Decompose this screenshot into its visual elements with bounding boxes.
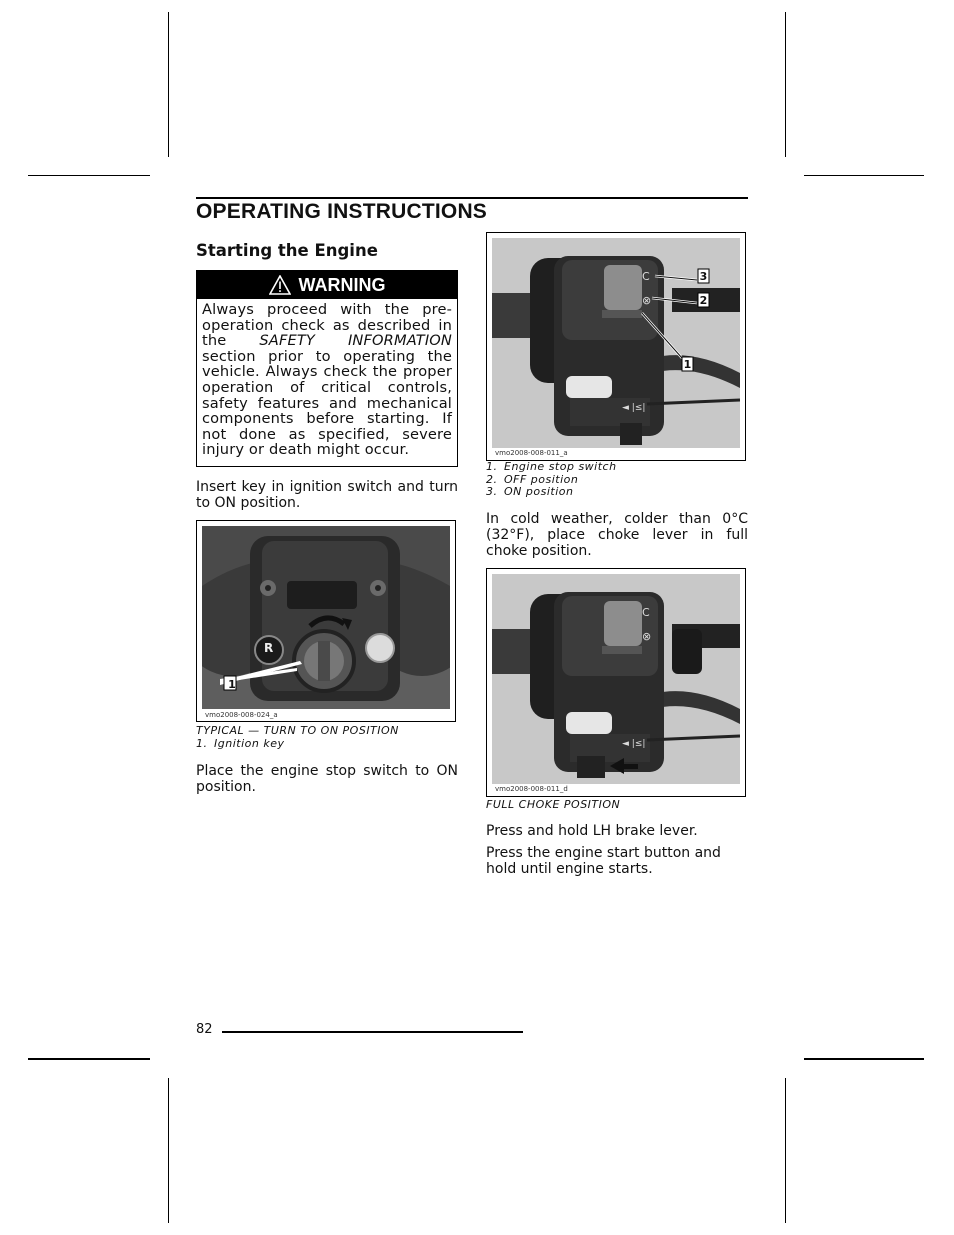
crop-mark (804, 1058, 924, 1060)
svg-text:◄ |≤|: ◄ |≤| (622, 739, 646, 749)
section-title: Starting the Engine (196, 241, 378, 260)
caption-title: FULL CHOKE POSITION (486, 798, 621, 811)
caption-item: 1. Ignition key (196, 736, 285, 750)
ignition-photo-image (202, 526, 450, 709)
warning-box (196, 270, 458, 467)
callout-1: 1 (228, 678, 236, 691)
instruction-start-button: Press the engine start button and hold until engine starts. (486, 845, 721, 877)
warning-header (197, 271, 457, 299)
instruction-brake: Press and hold LH brake lever. (486, 823, 698, 839)
caption-title: TYPICAL — TURN TO ON POSITION (196, 724, 399, 737)
caption-item: 2. OFF position (486, 472, 579, 486)
figure3-caption (486, 799, 748, 812)
page-number: 82 (196, 1022, 213, 1037)
svg-text:⊗: ⊗ (642, 294, 652, 307)
crop-mark (28, 175, 150, 176)
svg-text:C: C (642, 606, 650, 619)
ignition-photo (196, 520, 456, 722)
instruction-ignition: Insert key in ignition switch and turn to ON position. (196, 479, 458, 511)
image-id: vmo2008-008-011_d (495, 785, 568, 793)
footer-rule (222, 1031, 523, 1033)
crop-mark (168, 12, 169, 157)
svg-text:C: C (642, 270, 650, 283)
image-id: vmo2008-008-024_a (205, 711, 278, 719)
warning-text: Always proceed with the pre-operation check as described in the SAFETY INFORMATION section prior to operating the vehicle. Always check the proper operation of critical controls, safety features and mechanical components before starting. If not done as specified, severe injury or death might occur. (202, 301, 452, 459)
callout-1: 1 (683, 358, 692, 371)
svg-text:◄ |≤|: ◄ |≤| (622, 403, 646, 413)
warning-label: WARNING (298, 274, 386, 295)
crop-mark (785, 12, 786, 157)
warning-triangle-icon (269, 275, 291, 295)
callout-3: 3 (699, 270, 708, 283)
crop-mark (168, 1078, 169, 1223)
instruction-stop-switch: Place the engine stop switch to ON position. (196, 763, 458, 795)
choke-photo (486, 568, 746, 797)
svg-text:⊗: ⊗ (642, 630, 652, 643)
crop-mark (804, 175, 924, 176)
crop-mark (785, 1078, 786, 1223)
instruction-choke: In cold weather, colder than 0°C (32°F), place choke lever in full choke position. (486, 511, 748, 559)
r-badge: R (264, 641, 274, 655)
title-rule (196, 197, 748, 199)
callout-2: 2 (699, 294, 708, 307)
caption-item: 1. Engine stop switch (486, 460, 617, 473)
stop-switch-photo (486, 232, 746, 461)
figure2-caption (486, 461, 748, 499)
page-title: OPERATING INSTRUCTIONS (196, 200, 488, 223)
choke-photo-image (492, 574, 740, 784)
crop-mark (28, 1058, 150, 1060)
figure1-caption (196, 725, 458, 750)
image-id: vmo2008-008-011_a (495, 449, 568, 457)
caption-item: 3. ON position (486, 485, 574, 499)
